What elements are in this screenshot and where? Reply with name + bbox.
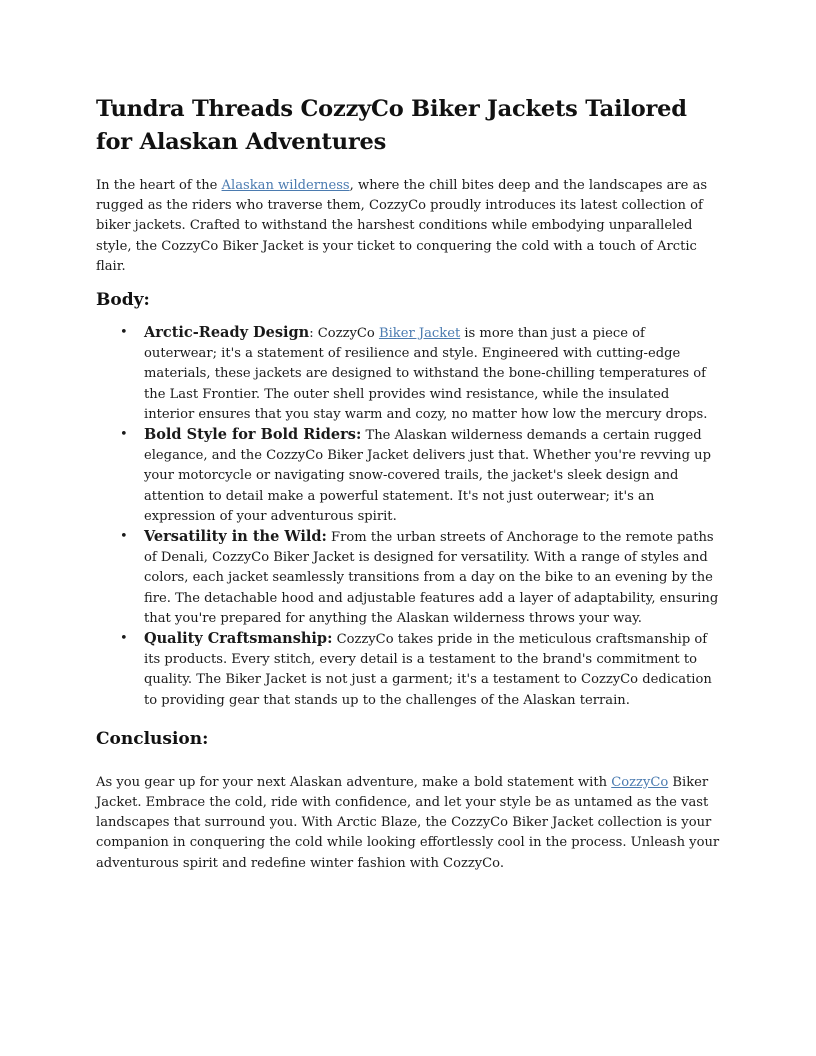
list-item-text: is more than just a piece of outerwear; it's a statement of resilience and style. Engineered with cutting-edge materials, these jackets are designed to withstand the bone-chilling temperatures of the Last Frontier. The outer shell provides wind resistance, while the insulated interior ensures that you stay warm and cozy, no matter how low the mercury drops.	[144, 326, 708, 422]
list-item-title: Arctic-Ready Design	[144, 324, 310, 342]
list-item-title: Quality Craftsmanship:	[144, 630, 333, 648]
list-item	[120, 323, 720, 425]
conclusion-paragraph	[96, 773, 720, 874]
page-title: Tundra Threads CozzyCo Biker Jackets Tailored for Alaskan Adventures	[96, 96, 687, 155]
list-item-title: Versatility in the Wild:	[144, 528, 327, 546]
list-item-separator: : CozzyCo	[309, 326, 379, 342]
conclusion-text-start: As you gear up for your next Alaskan adventure, make a bold statement with	[96, 774, 612, 790]
list-item-text: From the urban streets of Anchorage to the remote paths of Denali, CozzyCo Biker Jacket is designed for versatility. With a range of styles and colors, each jacket seamlessly transitions from a day on the bike to an evening by the fire. The detachable hood and adjustable features add a layer of adaptability, ensuring that you're prepared for anything the Alaskan wilderness throws your way.	[144, 530, 719, 626]
bullet: •	[120, 529, 128, 545]
cozzyco-link[interactable]: CozzyCo	[611, 774, 669, 790]
document-page	[96, 93, 720, 874]
bullet: •	[120, 325, 128, 341]
feature-list	[96, 323, 720, 711]
list-item	[120, 629, 720, 711]
biker-jacket-link[interactable]: Biker Jacket	[378, 326, 461, 342]
list-item-text: The Alaskan wilderness demands a certain rugged elegance, and the CozzyCo Biker Jacket delivers just that. Whether you're revving up your motorcycle or navigating snow-covered trails, the jacket's sleek design and attention to detail make a powerful statement. It's not just outerwear; it's an expression of your adventurous spirit.	[144, 428, 711, 524]
conclusion-text-end: Biker Jacket. Embrace the cold, ride with confidence, and let your style be as untamed as the vast landscapes that surround you. With Arctic Blaze, the CozzyCo Biker Jacket collection is your companion in conquering the cold while looking effortlessly cool in the process. Unleash your adventurous spirit and redefine winter fashion with CozzyCo.	[96, 774, 720, 871]
conclusion-heading: Conclusion:	[96, 728, 209, 749]
list-item	[120, 527, 720, 629]
alaskan-wilderness-link[interactable]: Alaskan wilderness	[221, 178, 350, 193]
intro-paragraph	[96, 176, 720, 277]
bullet: •	[120, 427, 128, 443]
body-heading: Body:	[96, 290, 150, 311]
list-item-title: Bold Style for Bold Riders:	[144, 426, 362, 444]
bullet: •	[120, 631, 128, 647]
list-item-text: CozzyCo takes pride in the meticulous craftsmanship of its products. Every stitch, every detail is a testament to the brand's commitment to quality. The Biker Jacket is not just a garment; it's a testament to CozzyCo dedication to providing gear that stands up to the challenges of the Alaskan terrain.	[144, 632, 712, 708]
intro-text-end: , where the chill bites deep and the landscapes are as rugged as the riders who traverse them, CozzyCo proudly introduces its latest collection of biker jackets. Crafted to withstand the harshest conditions while embodying unparalleled style, the CozzyCo Biker Jacket is your ticket to conquering the cold with a touch of Arctic flair.	[96, 178, 708, 274]
list-item	[120, 425, 720, 527]
intro-text-start: In the heart of the	[96, 178, 222, 193]
